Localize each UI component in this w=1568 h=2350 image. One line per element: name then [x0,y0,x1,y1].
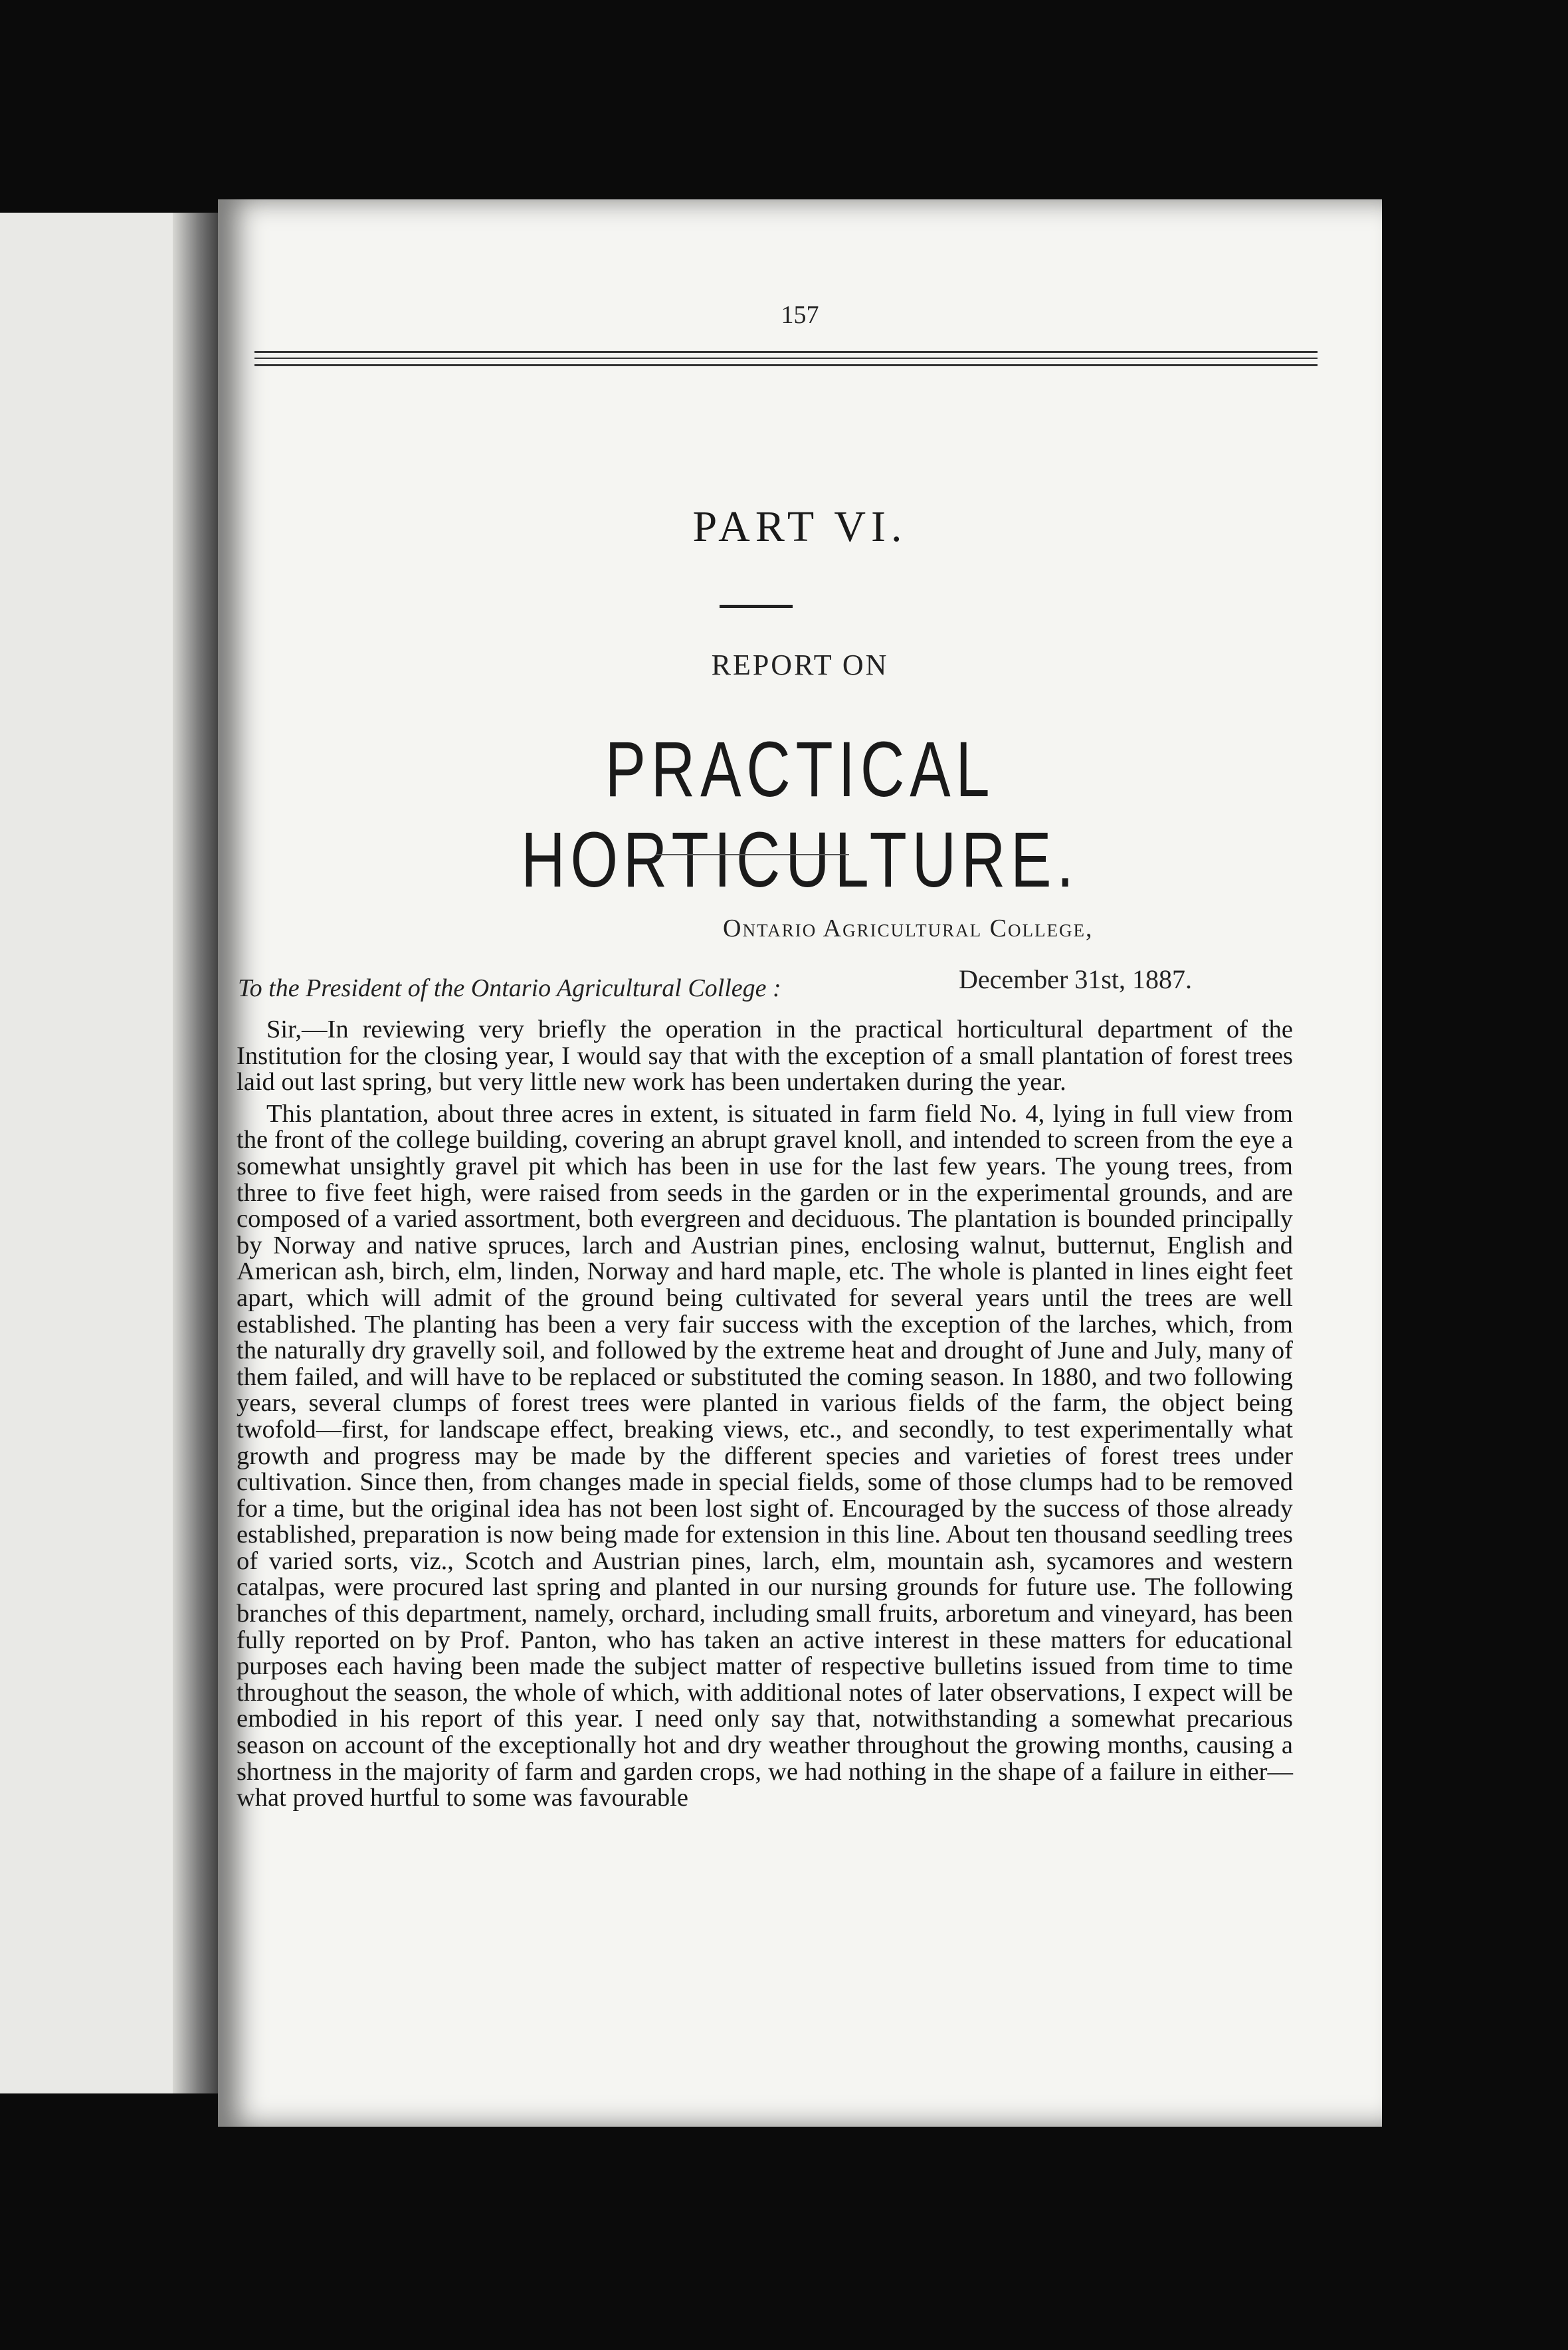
letter-body [237,1017,1293,1812]
header-rule [254,358,1318,359]
page-number: 157 [781,301,819,329]
document-page [218,199,1382,2127]
section-divider [720,605,793,608]
title-divider [656,854,849,855]
paragraph: This plantation, about three acres in extent, is situated in farm field No. 4, lying in full view from the front of the college building, covering an abrupt gravel knoll, and intended to screen from the eye a somewhat unsightly gravel pit which has been in use for the last few years. The young trees, from three to five feet high, were raised from seeds in the garden or in the experimental grounds, and are composed of a varied assortment, both evergreen and deciduous. The plantation is bounded principally by Norway and native spruces, larch and Austrian pines, enclosing walnut, butternut, English and American ash, birch, elm, linden, Norway and hard maple, etc. The whole is planted in lines eight feet apart, which will admit of the ground being cultivated for several years until the trees are well established. The planting has been a very fair success with the exception of the larches, which, from the naturally dry gravelly soil, and followed by the extreme heat and drought of June and July, many of them failed, and will have to be replaced or substituted the coming season. In 1880, and two following years, several clumps of forest trees were planted in various fields of the farm, the object being twofold—first, for landscape effect, breaking views, etc., and secondly, to test experimentally what growth and progress may be made by the different species and varieties of forest trees under cultivation. Since then, from changes made in special fields, some of those clumps had to be removed for a time, but the original idea has not been lost sight of. Encouraged by the success of those already established, preparation is now being made for extension in this line. About ten thousand seedling trees of varied sorts, viz., Scotch and Austrian pines, larch, elm, mountain ash, sycamores and western catalpas, were procured last spring and planted in our nursing grounds for future use. The following branches of this department, namely, orchard, including small fruits, arboretum and vineyard, has been fully reported on by Prof. Panton, who has taken an active interest in these matters for educational purposes each having been made the subject matter of respective bulletins issued from time to time throughout the season, the whole of which, with additional notes of later observations, I expect will be embodied in his report of this year. I need only say that, notwithstanding a somewhat precarious season on account of the exceptionally hot and dry weather throughout the growing months, causing a shortness in the majority of farm and garden crops, we had nothing in the shape of a failure in either—what proved hurtful to some was favourable [237,1099,1293,1812]
header-rule [254,351,1318,353]
report-title: PRACTICAL HORTICULTURE. [521,726,1079,904]
facing-page-edge [0,213,189,2093]
report-on-heading: REPORT ON [711,649,889,681]
part-heading: PART VI. [692,502,908,551]
paragraph: Sir,—In reviewing very briefly the operation in the practical horticultural department of the Institution for the closing year, I would say that with the exception of a small plantation of forest trees laid out last spring, but very little new work has been undertaken during the year. [237,1015,1293,1097]
college-name: Ontario Agricultural College, [723,914,1094,942]
letter-date: December 31st, 1887. [959,964,1193,994]
salutation: To the President of the Ontario Agricultural College : [238,974,781,1002]
header-rule [254,364,1318,366]
